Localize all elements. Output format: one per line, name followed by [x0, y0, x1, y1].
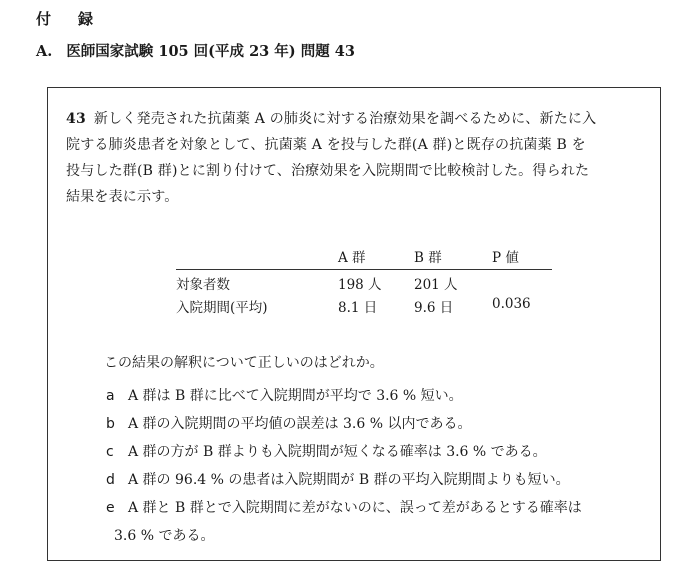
- subjects-group-b: 201 人: [414, 277, 458, 293]
- table-row: [176, 270, 552, 293]
- stay-group-a: 8.1 日: [338, 300, 378, 316]
- row-label-subjects: 対象者数: [176, 277, 230, 293]
- table-header: [176, 243, 552, 270]
- choice-letter: a: [106, 388, 115, 404]
- stay-p-value: 0.036: [492, 296, 531, 312]
- header-p-value: P 値: [492, 250, 519, 266]
- header-group-b: B 群: [414, 250, 442, 266]
- appendix-label-first: 付: [36, 10, 53, 28]
- header-group-a: A 群: [338, 250, 366, 266]
- question-line-4: 結果を表に示す。: [66, 189, 179, 205]
- row-label-stay: 入院期間(平均): [176, 300, 268, 316]
- appendix-label-second: 録: [78, 10, 95, 28]
- choice-text: A 群の入院期間の平均値の誤差は 3.6 % 以内である。: [128, 416, 472, 432]
- choice-letter: d: [106, 472, 115, 488]
- choice-d[interactable]: [106, 469, 570, 489]
- question-line-2: 院する肺炎患者を対象として、抗菌薬 A を投与した群(A 群)と既存の抗菌薬 B を: [66, 137, 586, 153]
- question-number: 43: [66, 111, 86, 127]
- choice-letter: b: [106, 416, 115, 432]
- table-row: [176, 293, 552, 316]
- choice-b[interactable]: [106, 413, 471, 433]
- result-table: [176, 243, 552, 316]
- choice-a[interactable]: [106, 385, 463, 405]
- choice-text: A 群の方が B 群よりも入院期間が短くなる確率は 3.6 % である。: [128, 444, 547, 460]
- question-line-3: 投与した群(B 群)とに割り付けて、治療効果を入院期間で比較検討した。得られた: [66, 163, 590, 179]
- section-title: 医師国家試験 105 回(平成 23 年) 問題 43: [66, 43, 355, 60]
- question-text-1: 新しく発売された抗菌薬 A の肺炎に対する治療効果を調べるために、新たに入: [93, 111, 597, 127]
- subjects-group-a: 198 人: [338, 277, 382, 293]
- choice-e[interactable]: [106, 497, 582, 517]
- choice-letter: e: [106, 500, 115, 516]
- appendix-title: [36, 8, 94, 29]
- choice-e-continuation: 3.6 % である。: [114, 528, 215, 544]
- stay-group-b: 9.6 日: [414, 300, 454, 316]
- choice-text: A 群は B 群に比べて入院期間が平均で 3.6 % 短い。: [128, 388, 463, 404]
- choice-c[interactable]: [106, 441, 547, 461]
- question-prompt: この結果の解釈について正しいのはどれか。: [104, 355, 384, 371]
- section-letter: A.: [36, 43, 53, 60]
- question-line-1: [66, 108, 596, 128]
- choice-text: A 群と B 群とで入院期間に差がないのに、誤って差があるとする確率は: [128, 500, 582, 516]
- section-heading: [36, 40, 355, 61]
- choice-letter: c: [106, 444, 114, 460]
- choice-text: A 群の 96.4 % の患者は入院期間が B 群の平均入院期間よりも短い。: [128, 472, 570, 488]
- question-box: [47, 87, 661, 561]
